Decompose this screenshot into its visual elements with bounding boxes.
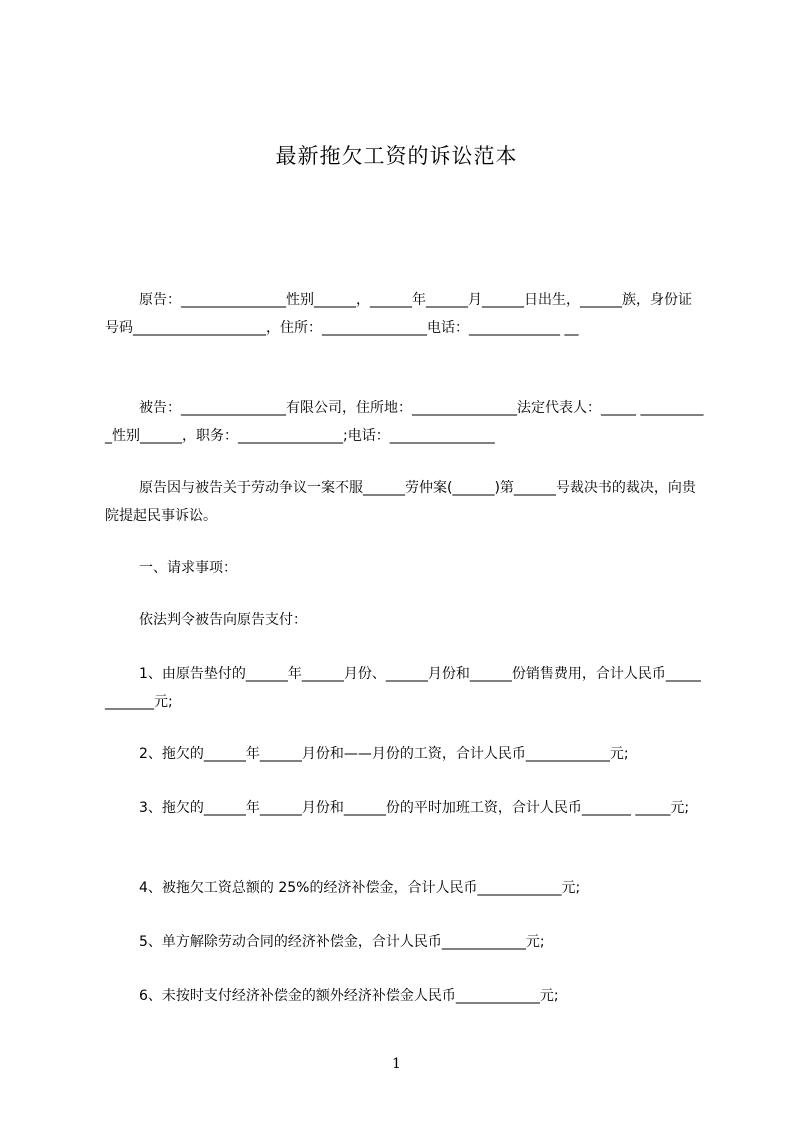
document-title: 最新拖欠工资的诉讼范本 xyxy=(275,144,518,168)
claims-heading: 一、请求事项： xyxy=(139,560,237,576)
claim-item-3: 3、拖欠的______年______月份和______份的平时加班工资，合计人民币_______ _____元; xyxy=(139,800,690,816)
plaintiff-paragraph: 原告：_______________性别______，______年______月______日出生，______族，身份证号码___________________，住所：_______________电话：_____________ __ xyxy=(105,292,692,336)
cause-paragraph: 原告因与被告关于劳动争议一案不服______劳仲案(______)第______号裁决书的裁决，向贵院提起民事诉讼。 xyxy=(105,480,696,524)
claim-item-2: 2、拖欠的______年______月份和——月份的工资，合计人民币____________元; xyxy=(139,746,629,762)
claim-item-6: 6、未按时支付经济补偿金的额外经济补偿金人民币____________元; xyxy=(139,988,559,1004)
claim-item-5: 5、单方解除劳动合同的经济补偿金，合计人民币____________元; xyxy=(139,934,545,950)
claim-item-1: 1、由原告垫付的______年______月份、______月份和______份销售费用，合计人民币____________元; xyxy=(105,666,701,710)
defendant-paragraph: 被告：_______________有限公司，住所地：_______________法定代表人：_____ __________性别______，职务：_______________;电话：_______________ xyxy=(105,400,704,444)
claims-intro: 依法判令被告向原告支付： xyxy=(139,612,307,628)
claim-item-4: 4、被拖欠工资总额的 25%的经济补偿金，合计人民币____________元; xyxy=(139,880,581,896)
page-number: 1 xyxy=(392,1056,401,1072)
